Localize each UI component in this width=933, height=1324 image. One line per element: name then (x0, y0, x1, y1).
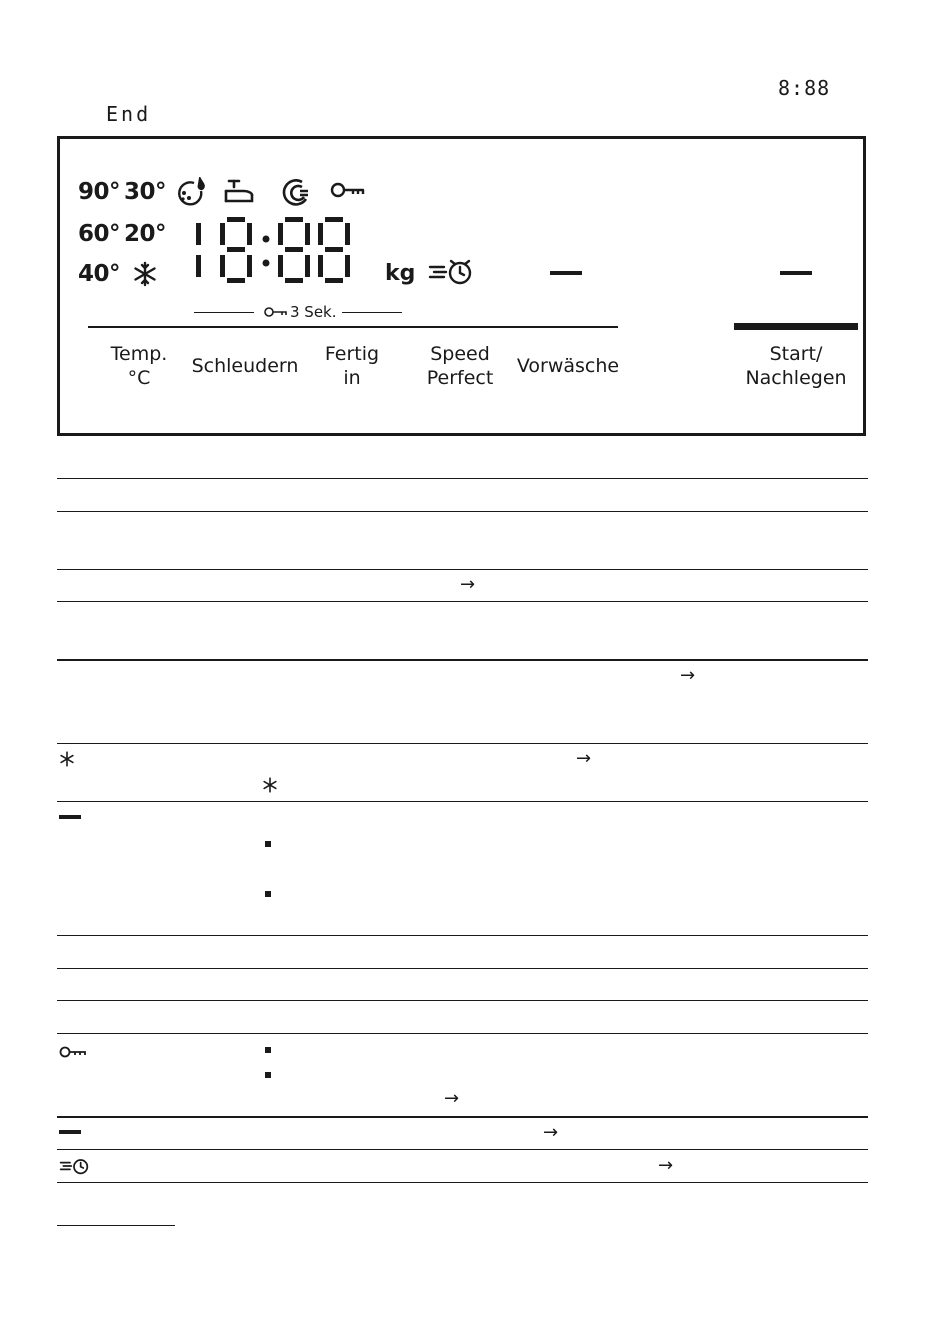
snowflake-icon (132, 261, 158, 287)
table-rule (57, 1182, 868, 1183)
lock-hint (194, 301, 404, 323)
table-rule (57, 1149, 868, 1150)
snowflake-icon (59, 751, 75, 767)
rinse-icon (278, 177, 310, 207)
start-button-bar (734, 323, 858, 330)
prewash-button[interactable]: Vorwäsche (516, 355, 620, 377)
key-icon (264, 306, 288, 318)
start-reload-button[interactable]: Start/ Nachlegen (745, 343, 847, 389)
table-rule (57, 1116, 868, 1118)
table-rule (57, 1000, 868, 1001)
table-rule (57, 569, 868, 570)
bullet (265, 1072, 271, 1078)
footnote-rule (57, 1225, 175, 1226)
dash-icon (59, 1130, 81, 1134)
table-rule (57, 935, 868, 936)
table-rule (57, 1033, 868, 1034)
stain-icon (174, 177, 208, 207)
clock-display (190, 213, 370, 287)
bullet (265, 1047, 271, 1053)
table-rule (57, 601, 868, 602)
segment-sample: 8:88 (778, 76, 831, 100)
table-rule (57, 511, 868, 512)
arrow-ref: → (658, 1155, 674, 1176)
speed-clock-icon (58, 1156, 94, 1176)
tap-icon (224, 177, 256, 205)
table-rule (57, 659, 868, 661)
arrow-ref: → (576, 748, 592, 769)
arrow-ref: → (543, 1122, 559, 1143)
temp-40: 40° (78, 261, 121, 287)
kg-label: kg (385, 261, 416, 286)
control-display-panel (57, 136, 866, 436)
finish-in-button[interactable]: Fertig in (324, 343, 380, 389)
end-text: End (106, 102, 152, 126)
button-row-line (88, 326, 618, 328)
temp-30: 30° (124, 179, 167, 205)
table-rule (57, 968, 868, 969)
arrow-ref: → (444, 1088, 460, 1109)
table-rule (57, 801, 868, 802)
lock-hint-text: 3 Sek. (290, 303, 337, 321)
start-indicator (780, 271, 812, 275)
key-icon (59, 1045, 87, 1059)
dash-icon (59, 815, 81, 819)
bullet (265, 841, 271, 847)
arrow-ref: → (680, 665, 696, 686)
table-rule (57, 478, 868, 479)
key-icon (330, 181, 366, 199)
arrow-ref: → (460, 574, 476, 595)
snowflake-icon (262, 777, 278, 793)
prewash-indicator (550, 271, 582, 275)
temp-20: 20° (124, 221, 167, 247)
temp-90: 90° (78, 179, 121, 205)
spin-button[interactable]: Schleudern (191, 355, 299, 377)
speed-clock-icon (428, 257, 478, 287)
speed-perfect-button[interactable]: Speed Perfect (426, 343, 494, 389)
bullet (265, 891, 271, 897)
temp-button[interactable]: Temp. °C (110, 343, 168, 389)
table-rule (57, 743, 868, 744)
temp-60: 60° (78, 221, 121, 247)
